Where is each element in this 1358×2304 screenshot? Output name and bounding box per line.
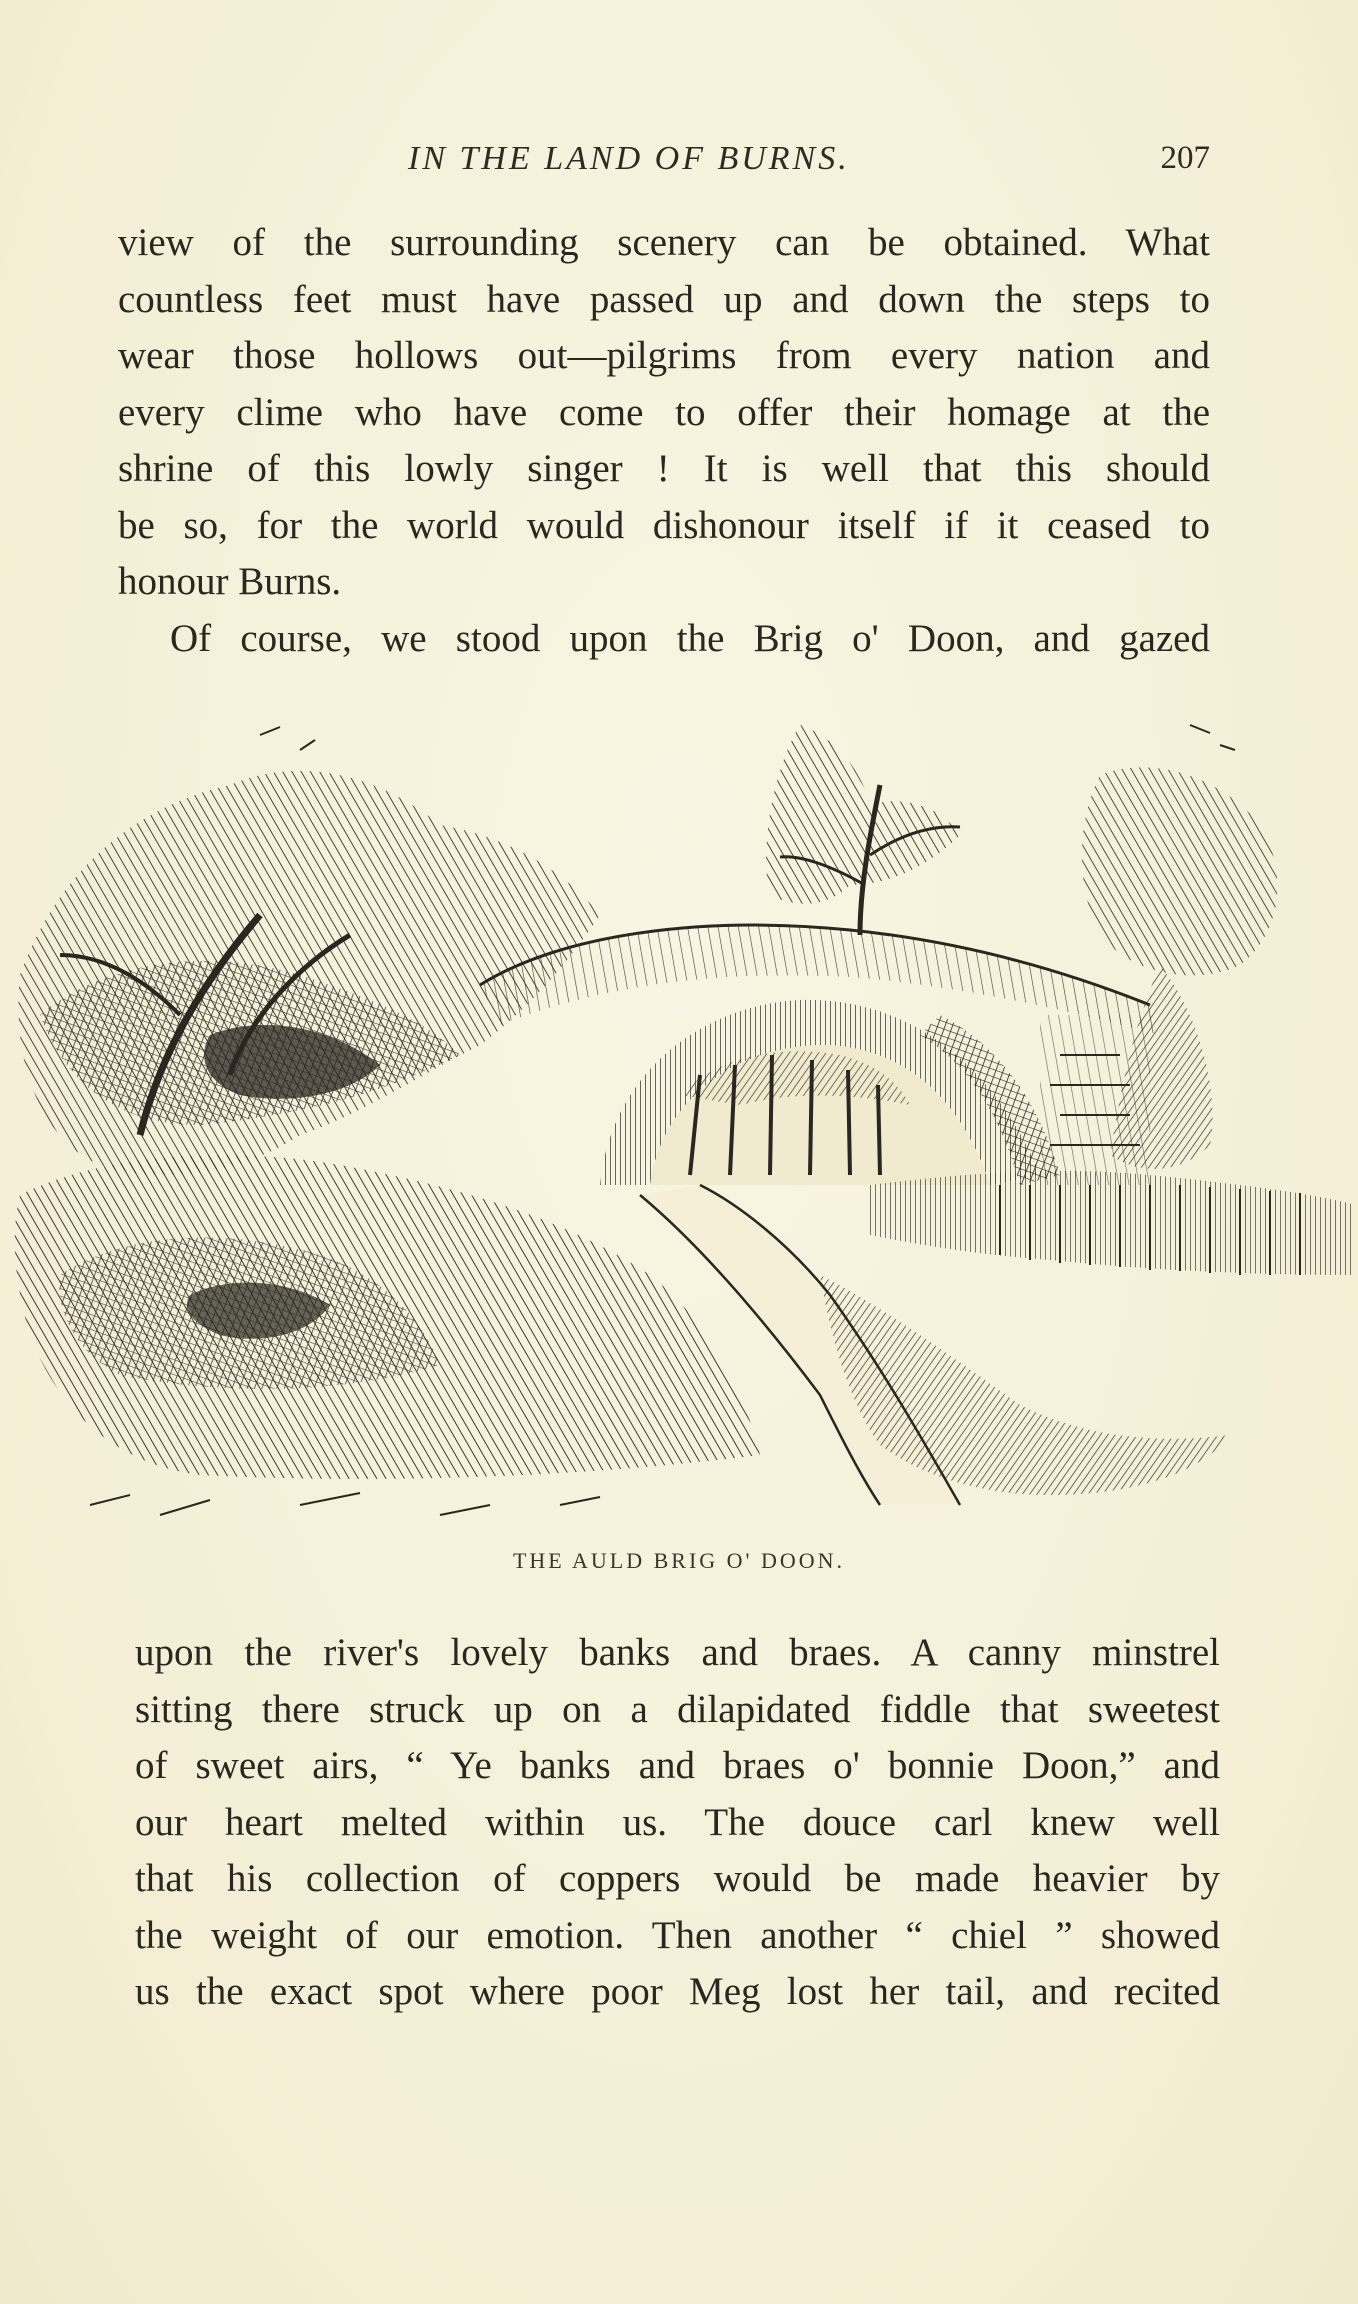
- text-line: view of the surrounding scenery can be obtained. What: [118, 221, 1210, 264]
- text-line: of sweet airs, “ Ye banks and braes o' bonnie Doon,” and: [135, 1744, 1220, 1787]
- body-text-top: [118, 215, 1210, 667]
- text-line: countless feet must have passed up and down the steps to: [118, 277, 1210, 321]
- text-line: that his collection of coppers would be made heavier by: [135, 1857, 1220, 1900]
- text-line: the weight of our emotion. Then another “ chiel ” showed: [135, 1913, 1220, 1957]
- text-line: upon the river's lovely banks and braes. A canny minstrel: [135, 1631, 1220, 1674]
- engraving-illustration: [0, 715, 1358, 1535]
- text-line: shrine of this lowly singer ! It is well that this should: [118, 447, 1210, 490]
- text-line: be so, for the world would dishonour itself if it ceased to: [118, 503, 1210, 547]
- running-title: IN THE LAND OF BURNS.: [408, 140, 850, 177]
- text-line: our heart melted within us. The douce carl knew well: [135, 1800, 1220, 1844]
- illustration-caption: THE AULD BRIG O' DOON.: [512, 1548, 846, 1573]
- text-line: wear those hollows out—pilgrims from every nation and: [118, 334, 1210, 377]
- text-line: us the exact spot where poor Meg lost her tail, and recited: [135, 1970, 1220, 2013]
- text-line: honour Burns.: [118, 560, 342, 603]
- bridge-engraving: [0, 715, 1358, 1535]
- body-text-bottom: [135, 1625, 1220, 2021]
- text-line: Of course, we stood upon the Brig o' Doon, and gazed: [170, 616, 1210, 660]
- text-line: every clime who have come to offer their homage at the: [118, 390, 1210, 434]
- running-head: [118, 140, 1210, 190]
- page-number: 207: [1160, 140, 1210, 176]
- text-line: sitting there struck up on a dilapidated fiddle that sweetest: [135, 1687, 1220, 1731]
